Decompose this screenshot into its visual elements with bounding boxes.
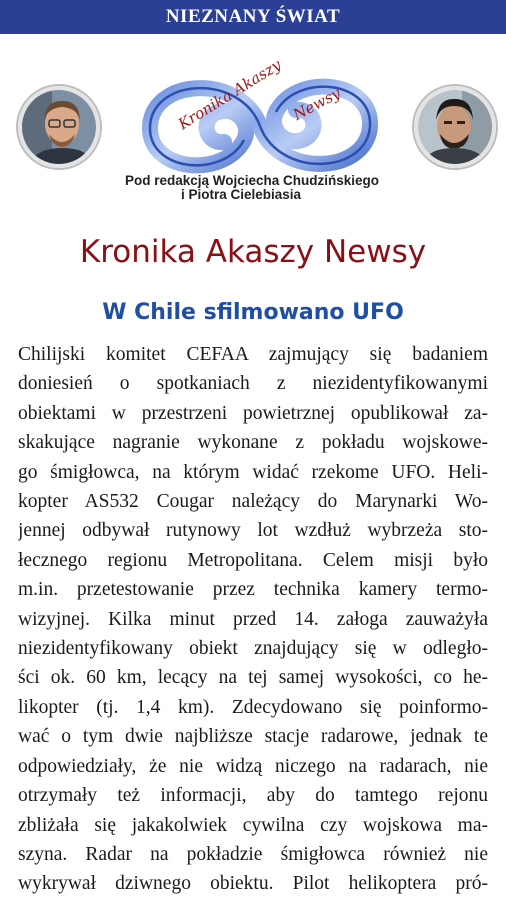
article-title: W Chile sfilmowano UFO <box>102 300 404 325</box>
article-line: likopter (tj. 1,4 km). Zdecydowano się poinformo- <box>18 696 488 718</box>
article-line: wizyjnej. Kilka minut przed 14. załoga zauważyła <box>18 608 488 630</box>
article-line: obiektami w przestrzeni powietrznej opublikował za- <box>18 402 488 424</box>
credit-line-2: i Piotra Cielebiasia <box>180 187 302 202</box>
article-line: wykrywał dziwnego obiektu. Pilot helikoptera pró- <box>18 873 488 895</box>
editor-avatar-right <box>414 86 496 168</box>
article-line: ści ok. 60 km, lecący na tej samej wysokości, co he- <box>18 667 488 689</box>
logo-text-left: Kronika Akaszy <box>175 55 285 134</box>
site-title: Kronika Akaszy Newsy <box>79 234 427 270</box>
credit-line-1: Pod redakcją Wojciecha Chudzińskiego <box>124 173 380 188</box>
section-label: NIEZNANY ŚWIAT <box>165 6 341 27</box>
article-line: m.in. przetestowanie przez technika kamery termo- <box>18 579 488 601</box>
article-line: szyna. Radar na pokładzie śmigłowca również nie <box>18 843 488 865</box>
article-line: Chilijski komitet CEFAA zajmujący się badaniem <box>18 344 488 365</box>
article-line: wać o tym dwie najbliższe stacje radarowe, jednak te <box>18 726 488 748</box>
article-line: odpowiedziały, że nie widzą niczego na radarach, nie <box>18 755 488 777</box>
article-line: go śmigłowca, na którym widać rzekome UFO. Heli- <box>18 461 488 483</box>
kronika-akaszy-logo <box>140 74 380 178</box>
editor-avatar-left <box>18 86 100 168</box>
article-line: skakujące nagranie wykonane z pokładu wojskowe- <box>18 432 488 454</box>
editor-photo-left-icon <box>22 90 96 164</box>
editor-photo-right-icon <box>418 90 492 164</box>
article-body <box>0 340 506 899</box>
article-line: doniesień o spotkaniach z niezidentyfikowanymi <box>18 373 488 395</box>
logo-text-right: Newsy <box>290 84 344 124</box>
article-line: zbliżała się jakakolwiek cywilna czy wojskowa ma- <box>18 814 488 836</box>
article-line: jennej odbywał rutynowy lot wzdłuż wybrzeża sto- <box>18 520 488 542</box>
article-line: niezidentyfikowany obiekt znajdujący się w odległo- <box>18 638 488 660</box>
section-header-bar <box>0 0 506 34</box>
editors-credit <box>102 174 402 202</box>
article-line: łecznego regionu Metropolitana. Celem misji było <box>18 549 488 571</box>
article-line: otrzymały też informacji, aby do tamtego rejonu <box>18 785 488 807</box>
article-line: kopter AS532 Cougar należący do Marynarki Wo- <box>18 491 488 513</box>
header-banner <box>0 34 506 202</box>
